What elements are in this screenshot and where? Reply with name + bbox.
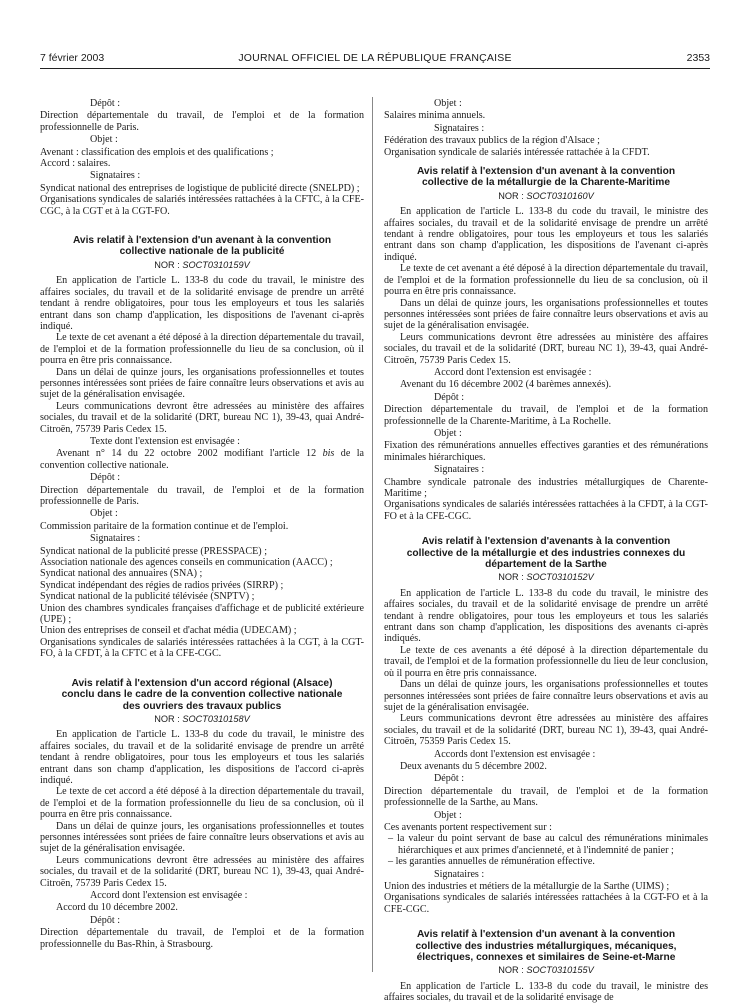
signatory: Syndicat national des entreprises de logistique de publicité directe (SNELPD) ;	[40, 182, 360, 194]
paragraph: Dans un délai de quinze jours, les organisations professionnelles et toutes personnes intéressées sont priées de faire connaître leurs observations et avis au sujet de la généralisation envisagée.	[40, 820, 364, 855]
left-column	[40, 97, 364, 950]
body-text: Direction départementale du travail, de l'emploi et de la formation professionnelle du Bas-Rhin, à Strasbourg.	[40, 927, 364, 950]
page-header	[40, 52, 710, 66]
right-column	[384, 97, 708, 1004]
notice-title: Avis relatif à l'extension d'un avenant à la convention collective nationale de la publicité	[72, 235, 332, 258]
notice-title: Avis relatif à l'extension d'avenants à la convention collective de la métallurgie et des industries connexes du département de la Sarthe	[406, 536, 686, 571]
list-item: – la valeur du point servant de base au calcul des rémunérations minimales hiérarchiques et aux primes d'ancienneté, et à l'indemnité de panier ;	[388, 833, 708, 856]
paragraph: Accord du 10 décembre 2002.	[56, 902, 178, 914]
section-label: Dépôt :	[434, 391, 464, 403]
signatory: Association nationale des agences conseils en communication (AACC) ;	[40, 557, 333, 569]
section-label: Signataires :	[90, 170, 141, 182]
signatory: Union des chambres syndicales françaises d'affichage et de publicité extérieure (UPE) ;	[40, 602, 364, 626]
paragraph: Avenant n° 14 du 22 octobre 2002 modifiant l'article 12 bis de la convention collective nationale.	[40, 448, 364, 471]
signatory: Fédération des travaux publics de la région d'Alsace ;	[384, 135, 600, 147]
paragraph: Dans un délai de quinze jours, les organisations professionnelles et toutes personnes intéressées sont priées de faire connaître leurs observations et avis au sujet de la généralisation envisagée.	[384, 297, 708, 332]
signatory: Organisations syndicales de salariés intéressées rattachées à la CGT-FO et à la CFE-CGC.	[384, 892, 708, 915]
section-label: Signataires :	[434, 868, 485, 880]
body-text: Direction départementale du travail, de l'emploi et de la formation professionnelle de la Charente-Maritime, à La Rochelle.	[384, 404, 708, 427]
section-label: Accord dont l'extension est envisagée :	[90, 890, 248, 901]
nor-reference: NOR : SOCT0310152V	[498, 572, 594, 583]
signatory: Union des industries et métiers de la métallurgie de la Sarthe (UIMS) ;	[384, 881, 670, 892]
paragraph: En application de l'article L. 133-8 du code du travail, le ministre des affaires sociales, du travail et de la solidarité envisage de prendre un arrêté tendant à rendre obligatoires, pour tous les employeurs et tous les salariés entrant dans son champ d'application, les dispositions de l'accord ci-après indiqué.	[40, 729, 364, 786]
journal-title: JOURNAL OFFICIEL DE LA RÉPUBLIQUE FRANÇAISE	[238, 52, 512, 64]
signatory: Organisation syndicale de salariés intéressée rattachée à la CFDT.	[384, 146, 650, 158]
paragraph: Leurs communications devront être adressées au ministère des affaires sociales, du travail et de la solidarité (DRT, bureau NC 1), 39-43, quai André-Citroën, 75739 Paris Cedex 15.	[40, 400, 364, 435]
signatory: Syndicat national des annuaires (SNA) ;	[40, 568, 203, 580]
signatory: Syndicat national de la publicité télévisée (SNPTV) ;	[40, 591, 255, 603]
section-label: Dépôt :	[90, 472, 120, 484]
paragraph: Dans un délai de quinze jours, les organisations professionnelles et toutes personnes intéressées sont priées de faire connaître leurs observations et avis au sujet de la généralisation envisagée.	[40, 366, 364, 401]
body-text: Ces avenants portent respectivement sur :	[384, 821, 552, 833]
paragraph: En application de l'article L. 133-8 du code du travail, le ministre des affaires sociales, du travail et de la solidarité envisage de prendre un arrêté tendant à rendre obligatoires, pour tous les employeurs et tous les salariés entrant dans son champ d'application, les dispositions de l'avenant ci-après indiqué.	[40, 275, 364, 332]
signatory: Organisations syndicales de salariés intéressées rattachées à la CFTC, à la CFE-CGC, à la CGT et à la CGT-FO.	[40, 194, 364, 217]
section-label: Dépôt :	[90, 98, 120, 109]
notice-title: Avis relatif à l'extension d'un avenant à la convention collective des industries métallurgiques, mécaniques, électriques, connexes et similaires de Seine-et-Marne	[415, 929, 677, 964]
body-text: Avenant : classification des emplois et des qualifications ;	[40, 146, 274, 158]
body-text: Salaires minima annuels.	[384, 110, 486, 122]
signatory: Syndicat indépendant des régies de radios privées (SIRRP) ;	[40, 579, 284, 591]
nor-reference: NOR : SOCT0310155V	[498, 965, 594, 976]
issue-date: 7 février 2003	[40, 52, 105, 64]
signatory: Union des entreprises de conseil et d'achat média (UDECAM) ;	[40, 625, 297, 637]
section-label: Objet :	[434, 98, 462, 109]
notice-title: Avis relatif à l'extension d'un avenant à la convention collective de la métallurgie de la Charente-Maritime	[416, 166, 676, 189]
body-text: Direction départementale du travail, de l'emploi et de la formation professionnelle de la Sarthe, au Mans.	[384, 785, 708, 809]
paragraph: Leurs communications devront être adressées au ministère des affaires sociales, du travail et de la solidarité (DRT, bureau NC 1), 39-43, quai André-Citroën, 75739 Paris Cedex 15.	[40, 854, 364, 889]
section-label: Objet :	[434, 427, 462, 439]
section-label: Texte dont l'extension est envisagée :	[90, 435, 240, 447]
signatory: Syndicat national de la publicité presse (PRESSPACE) ;	[40, 545, 267, 557]
section-label: Accord dont l'extension est envisagée :	[434, 366, 592, 378]
body-text: Direction départementale du travail, de l'emploi et de la formation professionnelle de Paris.	[40, 110, 364, 133]
signatory: Organisations syndicales de salariés intéressées rattachées à la CFDT, à la CGT-FO et à la CFE-CGC.	[384, 499, 708, 522]
page-number: 2353	[686, 52, 710, 64]
list-item: – les garanties annuelles de rémunération effective.	[388, 856, 595, 868]
nor-reference: NOR : SOCT0310159V	[154, 259, 250, 270]
section-label: Dépôt :	[90, 914, 120, 926]
signatory: Organisations syndicales de salariés intéressées rattachées à la CGT, à la CGT-FO, à la CFDT, à la CFTC et à la CFE-CGC.	[40, 636, 364, 660]
section-label: Accords dont l'extension est envisagée :	[434, 748, 596, 760]
nor-reference: NOR : SOCT0310158V	[154, 713, 250, 724]
body-text: Fixation des rémunérations annuelles effectives garanties et des rémunérations minimales hiérarchiques.	[384, 440, 708, 463]
paragraph: En application de l'article L. 133-8 du code du travail, le ministre des affaires sociales, du travail et de la solidarité envisage de	[384, 980, 708, 1004]
section-label: Objet :	[434, 809, 462, 821]
paragraph: Le texte de cet avenant a été déposé à la direction départementale du travail, de l'emploi et de la formation professionnelle du lieu de sa conclusion, où il pourra en être pris connaissance.	[384, 263, 708, 298]
paragraph: Le texte de ces avenants a été déposé à la direction départementale du travail, de l'emploi et de la formation professionnelle du lieu de leur conclusion, où il pourra en être pris connaissance.	[384, 644, 708, 679]
header-rule	[40, 68, 710, 69]
section-label: Signataires :	[434, 464, 485, 476]
notice-title: Avis relatif à l'extension d'un accord régional (Alsace) conclu dans le cadre de la convention collective nationale des ouvriers des travaux publics	[61, 677, 343, 712]
paragraph: Deux avenants du 5 décembre 2002.	[400, 760, 547, 772]
paragraph: Avenant du 16 décembre 2002 (4 barèmes annexés).	[400, 379, 612, 391]
paragraph: Le texte de cet avenant a été déposé à la direction départementale du travail, de l'emploi et de la formation professionnelle du lieu de sa conclusion, où il pourra en être pris connaissance.	[40, 332, 364, 367]
section-label: Signataires :	[434, 122, 485, 134]
body-text: Commission paritaire de la formation continue et de l'emploi.	[40, 520, 289, 532]
paragraph: En application de l'article L. 133-8 du code du travail, le ministre des affaires sociales, du travail et de la solidarité envisage de prendre un arrêté tendant à rendre obligatoires, pour tous les employeurs et tous les salariés entrant dans son champ d'application, les dispositions des avenants ci-après indiqués.	[384, 587, 708, 645]
signatory: Chambre syndicale patronale des industries métallurgiques de Charente-Maritime ;	[384, 476, 708, 499]
section-label: Objet :	[90, 508, 118, 520]
section-label: Dépôt :	[434, 773, 464, 785]
paragraph: En application de l'article L. 133-8 du code du travail, le ministre des affaires sociales, du travail et de la solidarité envisage de prendre un arrêté tendant à rendre obligatoires, pour tous les employeurs et tous les salariés entrant dans son champ d'application, les dispositions de l'avenant ci-après indiqué.	[384, 206, 708, 263]
paragraph: Le texte de cet accord a été déposé à la direction départementale du travail, de l'emploi et de la formation professionnelle du lieu de sa conclusion, où il pourra en être pris connaissance.	[40, 786, 364, 821]
paragraph: Leurs communications devront être adressées au ministère des affaires sociales, du travail et de la solidarité (DRT, bureau NC 1), 39-43, quai André-Citroën, 75739 Paris Cedex 15.	[384, 331, 708, 366]
section-label: Objet :	[90, 134, 118, 146]
paragraph: Leurs communications devront être adressées au ministère des affaires sociales, du travail et de la solidarité (DRT, bureau NC 1), 39-43, quai André-Citroën, 75359 Paris Cedex 15.	[384, 713, 708, 748]
column-divider	[372, 97, 373, 972]
nor-reference: NOR : SOCT0310160V	[498, 190, 594, 201]
body-text: Direction départementale du travail, de l'emploi et de la formation professionnelle de Paris.	[40, 484, 364, 507]
section-label: Signataires :	[90, 533, 141, 545]
paragraph: Dans un délai de quinze jours, les organisations professionnelles et toutes personnes intéressées sont priées de faire connaître leurs observations et avis au sujet de la généralisation envisagée.	[384, 679, 708, 713]
body-text: Accord : salaires.	[40, 158, 111, 170]
